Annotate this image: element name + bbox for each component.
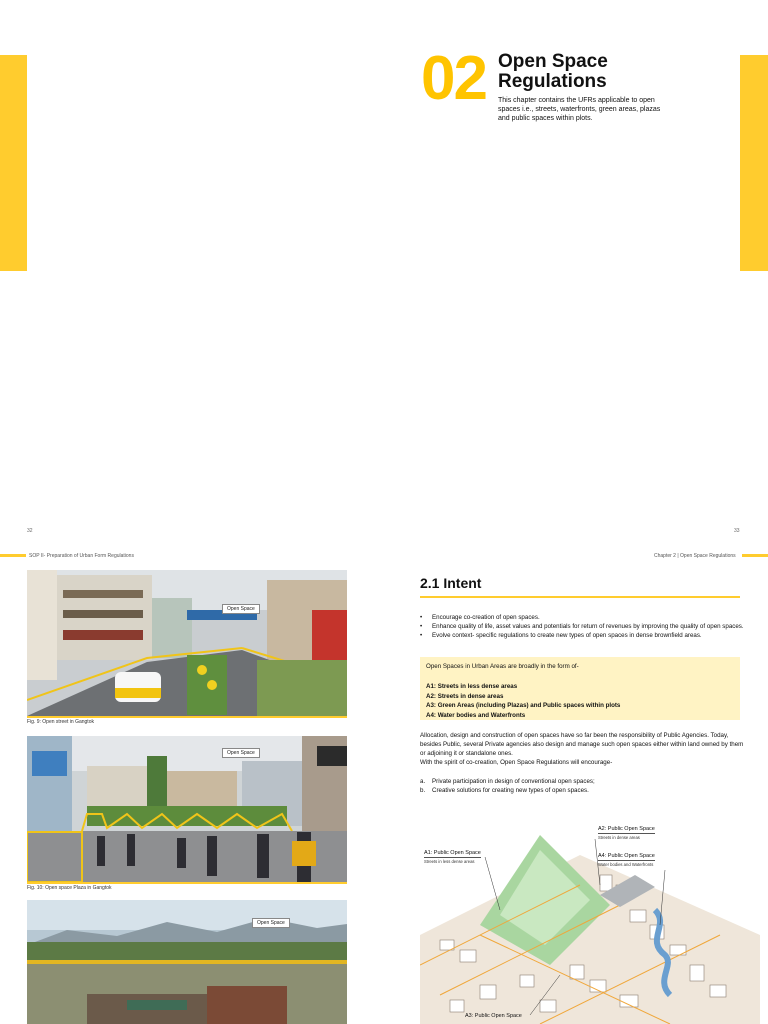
running-head-left: SOP II- Preparation of Urban Form Regulations (29, 553, 134, 559)
encourage-list (420, 777, 740, 795)
list-item: • Evolve context- specific regulations to create new types of open spaces in dense brownfield areas. (420, 631, 745, 640)
open-space-tag: Open Space (222, 748, 260, 758)
chapter-title: Open Space Regulations (498, 51, 608, 92)
heading-underline (420, 596, 740, 598)
photo-open-street (27, 570, 347, 718)
page-number-right: 33 (734, 528, 740, 534)
list-item: A2: Streets in dense areas (426, 692, 504, 700)
paragraph-text: Allocation, design and construction of open spaces have so far been the responsibility of Public Agencies. Today, besides Public, several Private agencies also design and manage such open spaces either within land owned by them or adjoining it or standalone ones. (420, 732, 744, 757)
right-accent-bar (740, 55, 768, 271)
left-accent-bar (0, 55, 27, 271)
running-head-marker-right (742, 554, 768, 557)
page-number-left: 32 (27, 528, 33, 534)
box-intro: Open Spaces in Urban Areas are broadly in the form of- (426, 663, 579, 670)
list-item: A4: Water bodies and Waterfronts (426, 711, 526, 719)
street-scene-image (27, 570, 347, 716)
paragraph-text: With the spirit of co-creation, Open Space Regulations will encourage- (420, 759, 613, 766)
photo-waterfront (27, 900, 347, 1024)
figure-caption: Fig. 10: Open space Plaza in Gangtok (27, 885, 112, 891)
open-space-tag: Open Space (222, 604, 260, 614)
chapter-description: This chapter contains the UFRs applicable to open spaces i.e., streets, waterfronts, green areas, plazas and public spaces within plots. (498, 97, 661, 122)
chapter-number: 02 (421, 44, 486, 113)
running-head-right: Chapter 2 | Open Space Regulations (654, 553, 736, 559)
open-space-types-box (420, 657, 740, 720)
running-head-marker-left (0, 554, 26, 557)
open-space-tag: Open Space (252, 918, 290, 928)
list-item: A3: Green Areas (including Plazas) and Public spaces within plots (426, 702, 621, 709)
list-item: • Enhance quality of life, asset values and potentials for return of revenues by improving the quality of open spaces. (420, 622, 745, 631)
body-paragraph (420, 731, 750, 767)
diagram-label-a3: A3: Public Open Space (465, 1013, 522, 1019)
plaza-scene-image (27, 736, 347, 882)
figure-caption: Fig. 9: Open street in Gangtok (27, 719, 94, 725)
section-heading: 2.1 Intent (420, 575, 482, 591)
isometric-city-diagram (420, 815, 760, 1024)
waterfront-scene-image (27, 900, 347, 1024)
diagram-label-a2: A2: Public Open Space Streets in dense areas (598, 826, 655, 840)
list-item: b. Creative solutions for creating new types of open spaces. (420, 787, 589, 794)
list-item: • Encourage co-creation of open spaces. (420, 613, 745, 622)
intent-bullet-list (420, 613, 745, 640)
diagram-label-a1: A1: Public Open Space Streets in less dense areas (424, 850, 481, 864)
list-item: A1: Streets in less dense areas (426, 683, 518, 690)
photo-open-plaza (27, 736, 347, 884)
list-item: a. Private participation in design of conventional open spaces; (420, 778, 595, 785)
diagram-label-a4: A4: Public Open Space Water bodies and Waterfronts (598, 853, 655, 867)
box-items (426, 682, 620, 720)
